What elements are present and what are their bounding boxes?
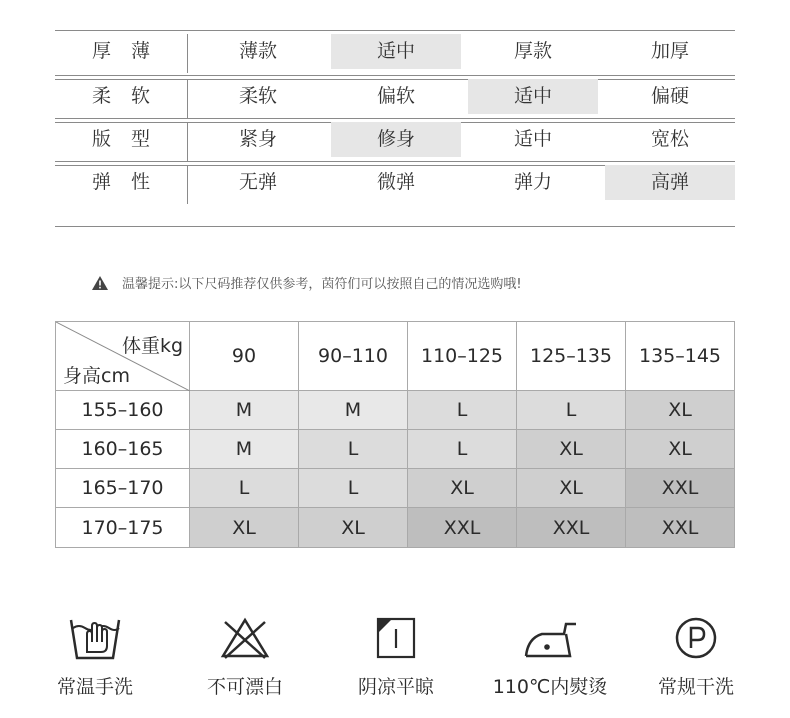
size-notice [92, 272, 522, 292]
size-cell: L [299, 430, 408, 469]
care-label: 不可漂白 [206, 676, 283, 698]
size-chart-table [55, 321, 735, 548]
size-cell: XXL [408, 508, 517, 547]
care-line-dry-shade [336, 612, 456, 699]
attribute-option-selected: 适中 [331, 34, 461, 69]
attribute-label: 柔软 [91, 85, 170, 107]
size-cell: M [190, 430, 299, 469]
attribute-option-selected: 修身 [331, 122, 461, 157]
column-divider [187, 79, 188, 118]
size-cell: M [190, 391, 299, 430]
weight-axis-label: 体重kg [122, 335, 184, 357]
size-cell: XL [517, 430, 626, 469]
care-iron [490, 612, 610, 699]
professional-dry-clean-icon [666, 612, 726, 664]
size-cell: L [517, 391, 626, 430]
column-divider [187, 165, 188, 204]
height-header: 170–175 [56, 508, 190, 547]
attribute-option: 偏硬 [650, 85, 689, 107]
attribute-option: 无弹 [238, 171, 277, 193]
attribute-option: 紧身 [238, 128, 277, 150]
height-header: 165–170 [56, 469, 190, 508]
attribute-option: 偏软 [376, 85, 415, 107]
size-cell: M [299, 391, 408, 430]
height-header: 160–165 [56, 430, 190, 469]
height-header: 155–160 [56, 391, 190, 430]
size-cell: L [408, 391, 517, 430]
care-hand-wash [35, 612, 155, 699]
attribute-option: 柔软 [238, 85, 277, 107]
care-dry-clean [636, 612, 756, 699]
line-dry-shade-icon [366, 612, 426, 664]
size-cell: XL [626, 430, 734, 469]
size-cell: XL [299, 508, 408, 547]
attribute-option: 适中 [513, 128, 552, 150]
attribute-label: 版型 [91, 128, 170, 150]
weight-header: 90 [190, 322, 299, 391]
warning-triangle-icon [92, 275, 108, 289]
size-cell: XXL [626, 469, 734, 508]
notice-text: 温馨提示:以下尺码推荐仅供参考，茵符们可以按照自己的情况选购哦! [122, 276, 522, 292]
attribute-table-bottom-line [55, 226, 735, 227]
size-cell: L [299, 469, 408, 508]
size-cell: XL [190, 508, 299, 547]
attribute-option: 微弹 [376, 171, 415, 193]
attribute-label: 厚薄 [91, 40, 170, 62]
attribute-option-selected: 适中 [468, 79, 598, 114]
attribute-option: 薄款 [238, 40, 277, 62]
weight-header: 135–145 [626, 322, 734, 391]
hand-wash-icon [65, 612, 125, 664]
row-divider [55, 30, 735, 31]
size-cell: XXL [517, 508, 626, 547]
row-divider [55, 118, 735, 119]
care-label: 常规干洗 [657, 676, 734, 698]
care-label: 阴凉平晾 [357, 676, 434, 698]
attribute-option: 加厚 [650, 40, 689, 62]
care-label: 110℃内熨烫 [492, 676, 608, 698]
size-cell: XXL [626, 508, 734, 547]
attribute-option: 厚款 [513, 40, 552, 62]
size-cell: L [190, 469, 299, 508]
row-divider [55, 161, 735, 162]
attribute-option-selected: 高弹 [605, 165, 735, 200]
size-cell: XL [408, 469, 517, 508]
size-cell: XL [626, 391, 734, 430]
attribute-row [55, 161, 735, 204]
weight-header: 90–110 [299, 322, 408, 391]
row-divider [55, 75, 735, 76]
weight-header: 125–135 [517, 322, 626, 391]
column-divider [187, 34, 188, 73]
size-cell: L [408, 430, 517, 469]
attribute-option: 弹力 [513, 171, 552, 193]
attribute-row [55, 30, 735, 73]
no-bleach-icon [215, 612, 275, 664]
attribute-option: 宽松 [650, 128, 689, 150]
attribute-row [55, 118, 735, 161]
iron-low-icon [520, 612, 580, 664]
care-label: 常温手洗 [56, 676, 133, 698]
height-axis-label: 身高cm [63, 365, 130, 387]
attribute-row [55, 75, 735, 118]
care-no-bleach [185, 612, 305, 699]
column-divider [187, 122, 188, 161]
attribute-label: 弹性 [91, 171, 170, 193]
size-cell: XL [517, 469, 626, 508]
weight-header: 110–125 [408, 322, 517, 391]
